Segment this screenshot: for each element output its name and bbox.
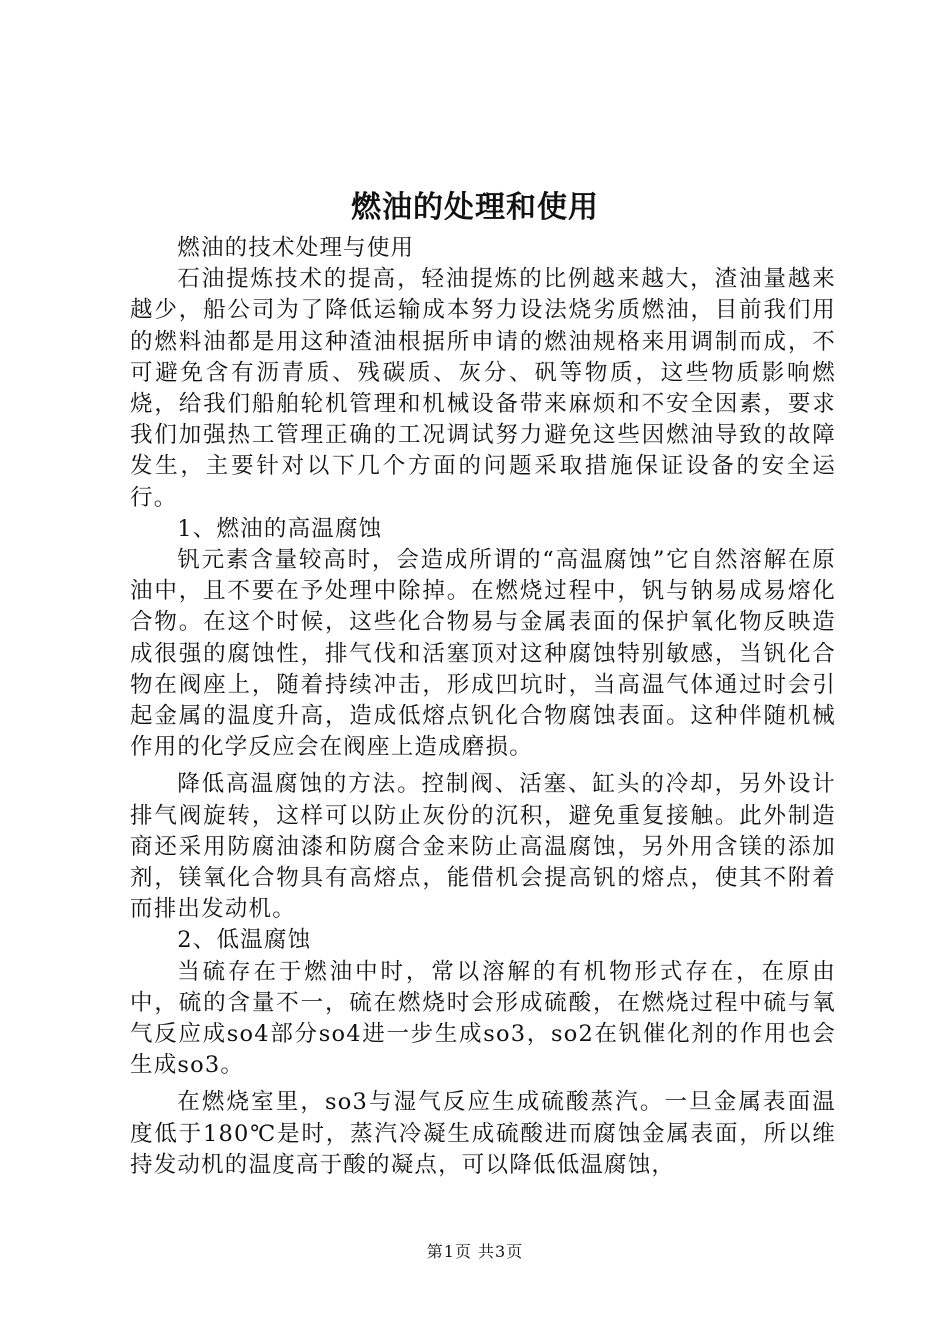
section-heading: 2、低温腐蚀 bbox=[177, 927, 312, 954]
body-paragraph: 降低高温腐蚀的方法。控制阀、活塞、缸头的冷却，另外设计排气阀旋转，这样可以防止灰份的沉积，避免重复接触。此外制造商还采用防腐油漆和防腐合金来防止高温腐蚀，另外用含镁的添加剂，镁氧化合物具有高熔点，能借机会提高钒的熔点，使其不附着而排出发动机。 bbox=[130, 771, 836, 923]
document-body bbox=[130, 233, 836, 1181]
body-paragraph: 钒元素含量较高时，会造成所谓的“高温腐蚀”它自然溶解在原油中，且不要在予处理中除掉。在燃烧过程中，钒与钠易成易熔化合物。在这个时候，这些化合物易与金属表面的保护氧化物反映造成很强的腐蚀性，排气伐和活塞顶对这种腐蚀特别敏感，当钒化合物在阀座上，随着持续冲击，形成凹坑时，当高温气体通过时会引起金属的温度升高，造成低熔点钒化合物腐蚀表面。这种伴随机械作用的化学反应会在阀座上造成磨损。 bbox=[130, 547, 836, 761]
page-footer: 第1页 共3页 bbox=[426, 1242, 524, 1261]
body-paragraph: 在燃烧室里，so3与湿气反应生成硫酸蒸汽。一旦金属表面温度低于180℃是时，蒸汽冷凝生成硫酸进而腐蚀金属表面，所以维持发动机的温度高于酸的凝点，可以降低低温腐蚀， bbox=[130, 1089, 836, 1178]
page-title: 燃油的处理和使用 bbox=[351, 190, 599, 225]
body-paragraph: 当硫存在于燃油中时，常以溶解的有机物形式存在，在原由中，硫的含量不一，硫在燃烧时会形成硫酸，在燃烧过程中硫与氧气反应成so4部分so4进一步生成so3，so2在钒催化剂的作用也会生成so3。 bbox=[130, 958, 836, 1079]
body-paragraph: 石油提炼技术的提高，轻油提炼的比例越来越大，渣油量越来越少，船公司为了降低运输成本努力设法烧劣质燃油，目前我们用的燃料油都是用这种渣油根据所申请的燃油规格来用调制而成，不可避免含有沥青质、残碳质、灰分、矾等物质，这些物质影响燃烧，给我们船舶轮机管理和机械设备带来麻烦和不安全因素，要求我们加强热工管理正确的工况调试努力避免这些因燃油导致的故障发生，主要针对以下几个方面的问题采取措施保证设备的安全运行。 bbox=[130, 266, 836, 511]
section-heading: 1、燃油的高温腐蚀 bbox=[177, 515, 383, 542]
subtitle-paragraph: 燃油的技术处理与使用 bbox=[177, 235, 415, 261]
